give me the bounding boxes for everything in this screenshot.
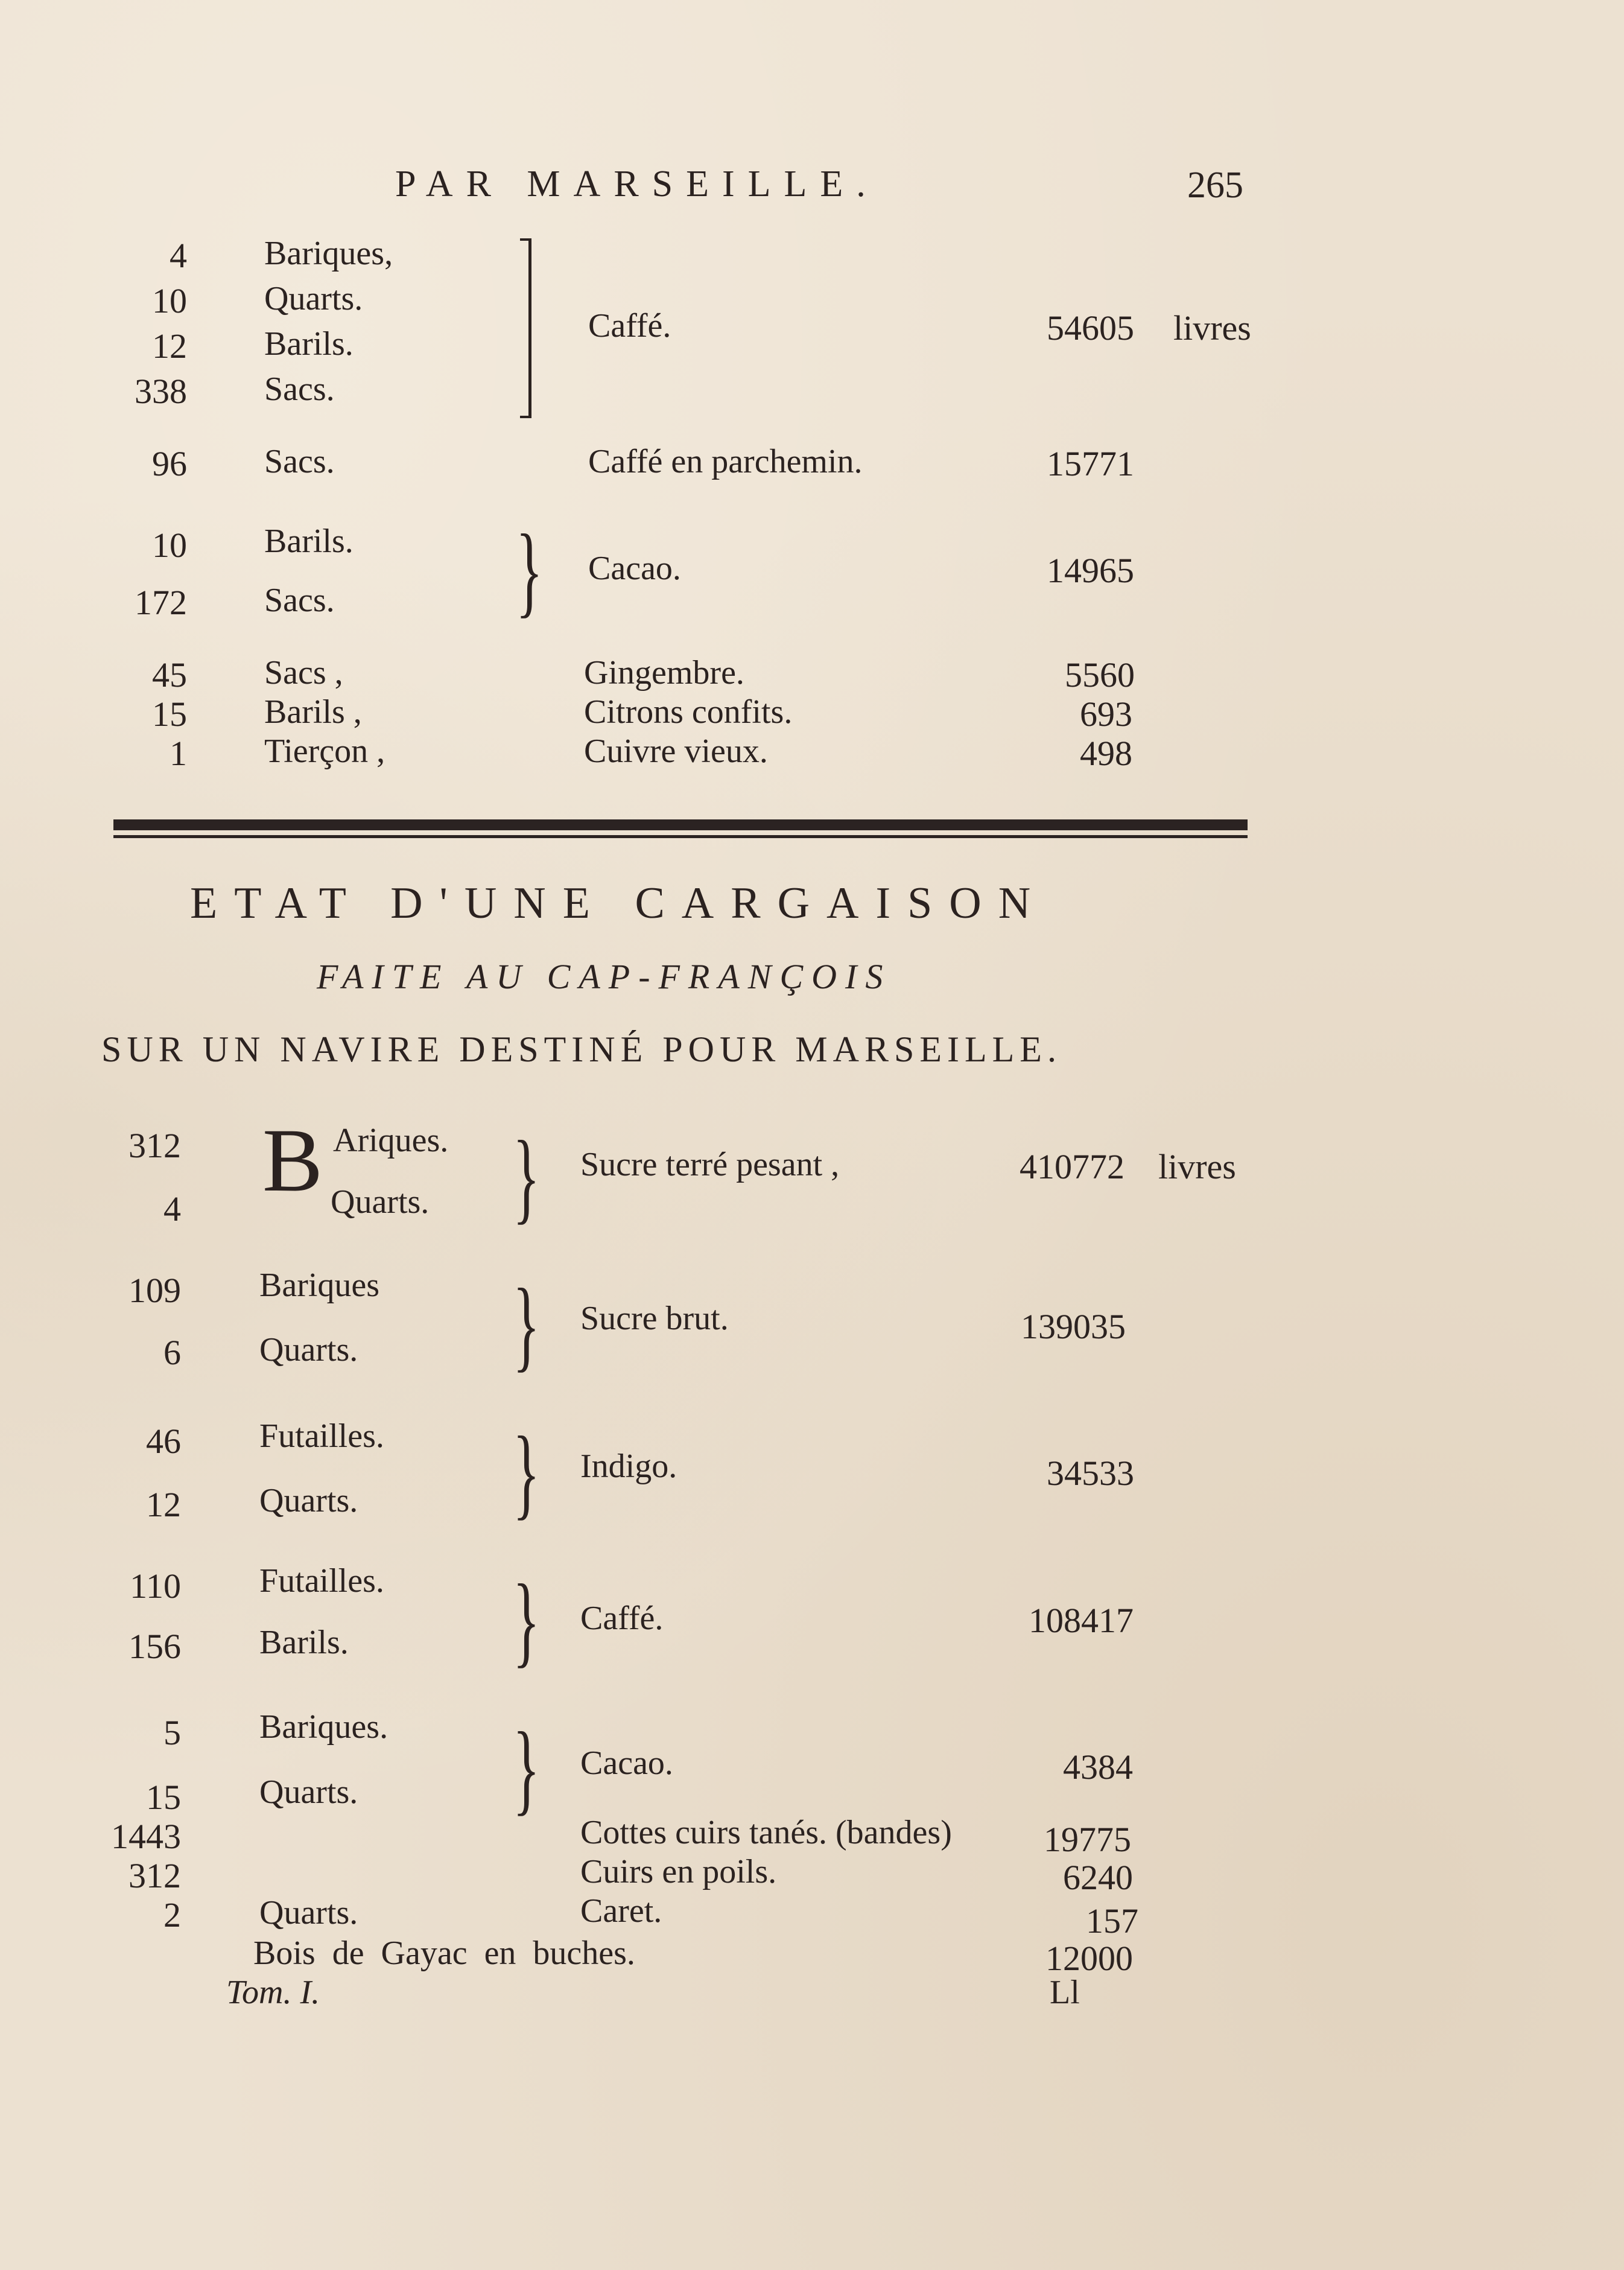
- amount: 108417: [1029, 1601, 1134, 1640]
- container-type: Barils.: [264, 523, 354, 560]
- goods-name: Caret.: [580, 1892, 662, 1930]
- container-type: Quarts.: [331, 1183, 430, 1221]
- quantity: 10: [152, 526, 187, 565]
- grouping-brace: }: [513, 1711, 540, 1825]
- section-rule: [113, 819, 1248, 830]
- container-type: Barils.: [259, 1624, 349, 1661]
- container-type: Sacs.: [264, 582, 335, 619]
- page-number: 265: [1187, 165, 1243, 206]
- container-type: Quarts.: [259, 1894, 358, 1931]
- amount: 34533: [1047, 1454, 1134, 1493]
- quantity: 1443: [111, 1817, 181, 1856]
- grouping-bracket: [520, 238, 531, 418]
- container-type: Quarts.: [264, 280, 363, 317]
- goods-name: Cuirs en poils.: [580, 1853, 777, 1890]
- container-type: Bariques: [259, 1267, 380, 1304]
- quantity: 312: [128, 1856, 181, 1895]
- section-rule-thin: [113, 835, 1248, 838]
- running-head: PAR MARSEILLE.: [395, 164, 879, 205]
- container-type: Bariques,: [264, 235, 393, 272]
- goods-name: Sucre brut.: [580, 1300, 729, 1337]
- quantity: 109: [128, 1271, 181, 1310]
- amount: 139035: [1021, 1307, 1126, 1346]
- quantity: 12: [152, 326, 187, 366]
- quantity: 4: [170, 236, 187, 275]
- quantity: 4: [163, 1189, 181, 1229]
- grouping-brace: }: [513, 1416, 540, 1529]
- quantity: 15: [146, 1778, 181, 1817]
- gathering-mark: Ll: [1050, 1974, 1080, 2011]
- container-type: Quarts.: [259, 1773, 358, 1811]
- goods-name: Cacao.: [580, 1744, 673, 1782]
- amount: 693: [1080, 695, 1132, 734]
- quantity: 5: [163, 1713, 181, 1752]
- section-title: ETAT D'UNE CARGAISON: [190, 879, 1048, 928]
- goods-name: Sucre terré pesant ,: [580, 1146, 840, 1183]
- amount: 5560: [1065, 655, 1135, 695]
- container-type: Quarts.: [259, 1482, 358, 1519]
- container-type: Bariques.: [259, 1708, 389, 1746]
- signature-mark: Tom. I.: [226, 1974, 320, 2011]
- container-type: Sacs.: [264, 443, 335, 480]
- quantity: 10: [152, 281, 187, 320]
- quantity: 338: [135, 372, 187, 411]
- goods-name: Bois de Gayac en buches.: [253, 1935, 635, 1972]
- grouping-brace: }: [513, 1268, 540, 1381]
- container-type: Futailles.: [259, 1417, 384, 1455]
- amount: 157: [1086, 1901, 1138, 1941]
- amount: 12000: [1045, 1939, 1133, 1978]
- goods-name: Caffé en parchemin.: [588, 443, 863, 480]
- container-type: Sacs.: [264, 370, 335, 408]
- container-type: Sacs ,: [264, 654, 343, 691]
- quantity: 46: [146, 1422, 181, 1461]
- container-type: Ariques.: [333, 1122, 449, 1159]
- grouping-brace: }: [513, 1120, 540, 1233]
- drop-cap: B: [262, 1110, 323, 1210]
- amount: 19775: [1044, 1820, 1131, 1859]
- amount: 14965: [1047, 551, 1134, 590]
- grouping-brace: }: [516, 513, 543, 627]
- goods-name: Indigo.: [580, 1448, 677, 1485]
- quantity: 6: [163, 1333, 181, 1372]
- amount: 410772: [1020, 1147, 1124, 1186]
- quantity: 110: [130, 1566, 181, 1606]
- container-type: Barils ,: [264, 693, 362, 731]
- quantity: 312: [128, 1126, 181, 1165]
- quantity: 1: [170, 734, 187, 773]
- container-type: Quarts.: [259, 1331, 358, 1369]
- goods-name: Cottes cuirs tanés. (bandes): [580, 1814, 952, 1851]
- quantity: 12: [146, 1485, 181, 1524]
- quantity: 2: [163, 1895, 181, 1935]
- quantity: 45: [152, 655, 187, 695]
- grouping-brace: }: [513, 1563, 540, 1677]
- goods-name: Caffé.: [580, 1600, 664, 1637]
- container-type: Futailles.: [259, 1562, 384, 1600]
- goods-name: Cacao.: [588, 550, 681, 587]
- amount: 498: [1080, 734, 1132, 773]
- unit: livres: [1173, 308, 1251, 348]
- quantity: 156: [128, 1627, 181, 1666]
- container-type: Barils.: [264, 325, 354, 363]
- section-subtitle: SUR UN NAVIRE DESTINÉ POUR MARSEILLE.: [101, 1029, 1062, 1069]
- amount: 54605: [1047, 308, 1134, 348]
- unit: livres: [1158, 1147, 1236, 1186]
- amount: 15771: [1047, 444, 1134, 483]
- amount: 4384: [1063, 1747, 1133, 1787]
- quantity: 15: [152, 695, 187, 734]
- goods-name: Gingembre.: [584, 654, 744, 691]
- amount: 6240: [1063, 1858, 1133, 1897]
- goods-name: Cuivre vieux.: [584, 733, 768, 770]
- goods-name: Caffé.: [588, 307, 671, 345]
- section-subtitle: FAITE AU CAP-FRANÇOIS: [317, 957, 892, 996]
- quantity: 172: [135, 583, 187, 622]
- container-type: Tierçon ,: [264, 733, 385, 770]
- quantity: 96: [152, 444, 187, 483]
- goods-name: Citrons confits.: [584, 693, 793, 731]
